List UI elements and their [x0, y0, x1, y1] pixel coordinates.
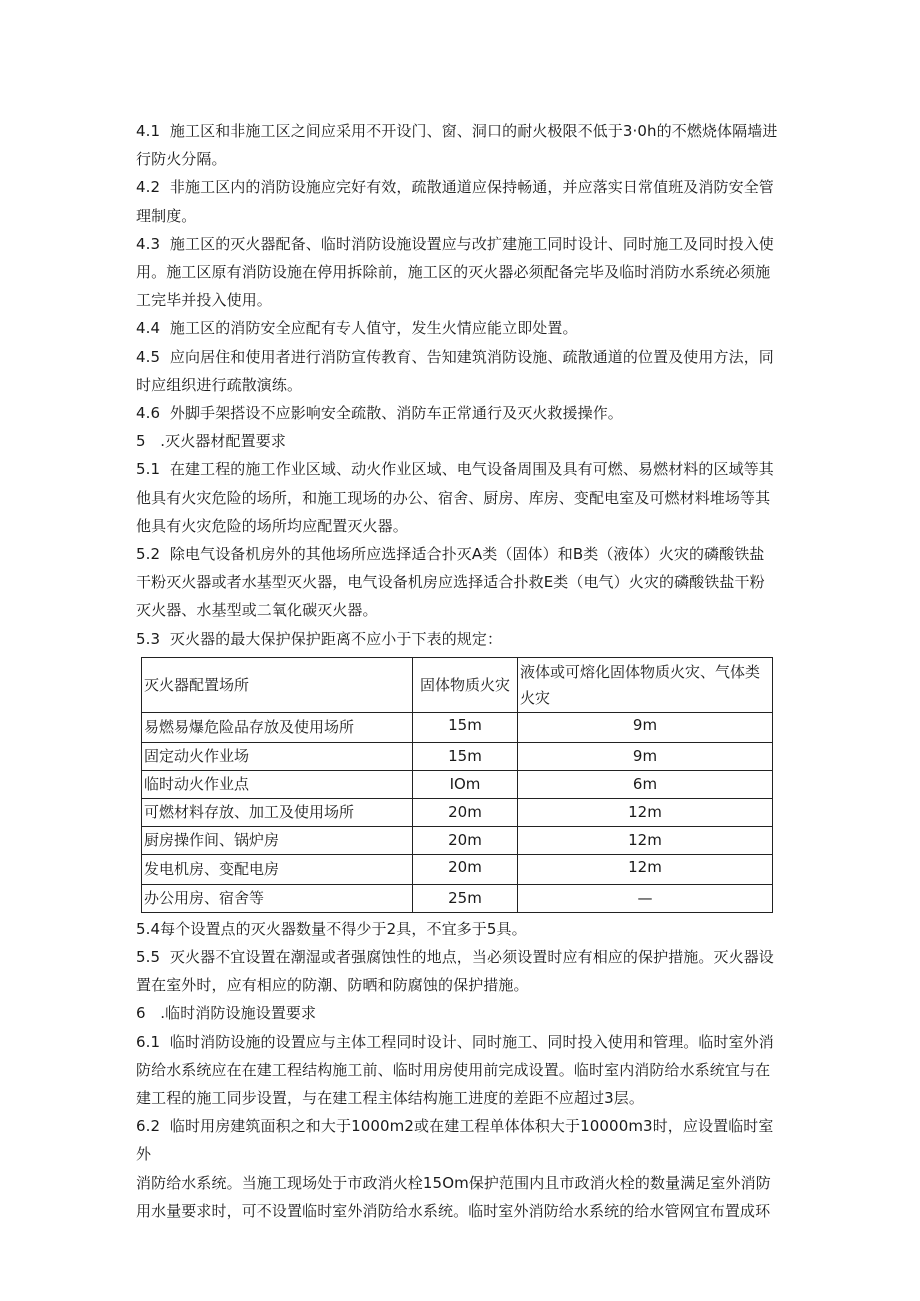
table-cell: 12m: [518, 854, 773, 884]
table-cell: IOm: [413, 770, 518, 798]
table-row: [142, 798, 773, 826]
table-cell: 发电机房、变配电房: [142, 854, 413, 884]
table-header-cell: 固体物质火灾: [413, 657, 518, 712]
paragraph-5-4: 5.4每个设置点的灭火器数量不得少于2具，不宜多于5具。: [136, 919, 527, 938]
table-header-cell: 液体或可熔化固体物质火灾、气体类 火灾: [518, 657, 773, 712]
table-cell: 可燃材料存放、加工及使用场所: [142, 798, 413, 826]
table-cell: 临时动火作业点: [142, 770, 413, 798]
paragraph-4-1: 4.1 施工区和非施工区之间应采用不开设门、窗、洞口的耐火极限不低于3·0h的不燃烧体隔墙进 行防火分隔。: [136, 122, 778, 169]
table-row: [142, 826, 773, 854]
paragraph-5-2: 5.2 除电气设备机房外的其他场所应选择适合扑灭A类（固体）和B类（液体）火灾的磷酸铁盐 干粉灭火器或者水基型灭火器，电气设备机房应选择适合扑救E类（电气）火灾的磷酸铁盐干粉 灭火器、水基型或二氧化碳灭火器。: [136, 545, 765, 620]
table-cell: 15m: [413, 712, 518, 742]
table-cell: 20m: [413, 826, 518, 854]
table-row: [142, 854, 773, 884]
paragraph-5-3: 5.3 灭火器的最大保护保护距离不应小于下表的规定：: [136, 629, 503, 648]
paragraph-4-6: 4.6 外脚手架搭设不应影响安全疏散、消防车正常通行及灭火救援操作。: [136, 404, 623, 423]
table-row: [142, 742, 773, 770]
table-header-cell: 灭火器配置场所: [142, 657, 413, 712]
table-cell: 固定动火作业场: [142, 742, 413, 770]
paragraph-4-4: 4.4 施工区的消防安全应配有专人值守，发生火情应能立即处置。: [136, 319, 578, 338]
paragraph-4-3: 4.3 施工区的灭火器配备、临时消防设施设置应与改扩建施工同时设计、同时施工及同时投入使 用。施工区原有消防设施在停用拆除前，施工区的灭火器必须配备完毕及临时消防水系统必须施 工完毕并投入使用。: [136, 234, 774, 310]
section-heading-6: 6 .临时消防设施设置要求: [136, 1004, 317, 1023]
paragraph-6-2: 6.2 临时用房建筑面积之和大于1000m2或在建工程单体体积大于10000m3时，应设置临时室外 消防给水系统。当施工现场处于市政消火栓15Om保护范围内且市政消火栓的数量满足室外消防 用水量要求时，可不设置临时室外消防给水系统。临时室外消防给水系统的给水管网宜布置成环: [136, 1117, 774, 1220]
table-row: [142, 770, 773, 798]
extinguisher-distance-table: [141, 657, 773, 913]
table-cell: 12m: [518, 826, 773, 854]
table-cell: 12m: [518, 798, 773, 826]
table-cell: 25m: [413, 884, 518, 912]
paragraph-4-5: 4.5 应向居住和使用者进行消防宣传教育、告知建筑消防设施、疏散通道的位置及使用方法，同 时应组织进行疏散演练。: [136, 347, 774, 394]
table-cell: 办公用房、宿舍等: [142, 884, 413, 912]
table-cell: 9m: [518, 742, 773, 770]
table-cell: 9m: [518, 712, 773, 742]
table-cell: 20m: [413, 798, 518, 826]
table-cell: 20m: [413, 854, 518, 884]
table-row: [142, 712, 773, 742]
table-header-row: [142, 657, 773, 712]
document-page: [136, 117, 786, 1225]
paragraph-4-2: 4.2 非施工区内的消防设施应完好有效，疏散通道应保持畅通，并应落实日常值班及消防安全管 理制度。: [136, 178, 774, 225]
table-cell: 15m: [413, 742, 518, 770]
table-row: [142, 884, 773, 912]
table-cell: 厨房操作间、锅炉房: [142, 826, 413, 854]
section-heading-5: 5 .灭火器材配置要求: [136, 432, 286, 451]
table-cell: 易燃易爆危险品存放及使用场所: [142, 712, 413, 742]
table-cell: 6m: [518, 770, 773, 798]
paragraph-6-1: 6.1 临时消防设施的设置应与主体工程同时设计、同时施工、同时投入使用和管理。临时室外消 防给水系统应在在建工程结构施工前、临时用房使用前完成设置。临时室内消防给水系统宜与在 建工程的施工同步设置，与在建工程主体结构施工进度的差距不应超过3层。: [136, 1032, 774, 1108]
paragraph-5-1: 5.1 在建工程的施工作业区域、动火作业区域、电气设备周围及具有可燃、易燃材料的区域等其 他具有火灾危险的场所，和施工现场的办公、宿舍、厨房、库房、变配电室及可燃材料堆场等其 他具有火灾危险的场所均应配置灭火器。: [136, 460, 774, 535]
table-cell: —: [518, 884, 773, 912]
paragraph-5-5: 5.5 灭火器不宜设置在潮湿或者强腐蚀性的地点，当必须设置时应有相应的保护措施。灭火器设 置在室外时，应有相应的防潮、防晒和防腐蚀的保护措施。: [136, 948, 774, 995]
